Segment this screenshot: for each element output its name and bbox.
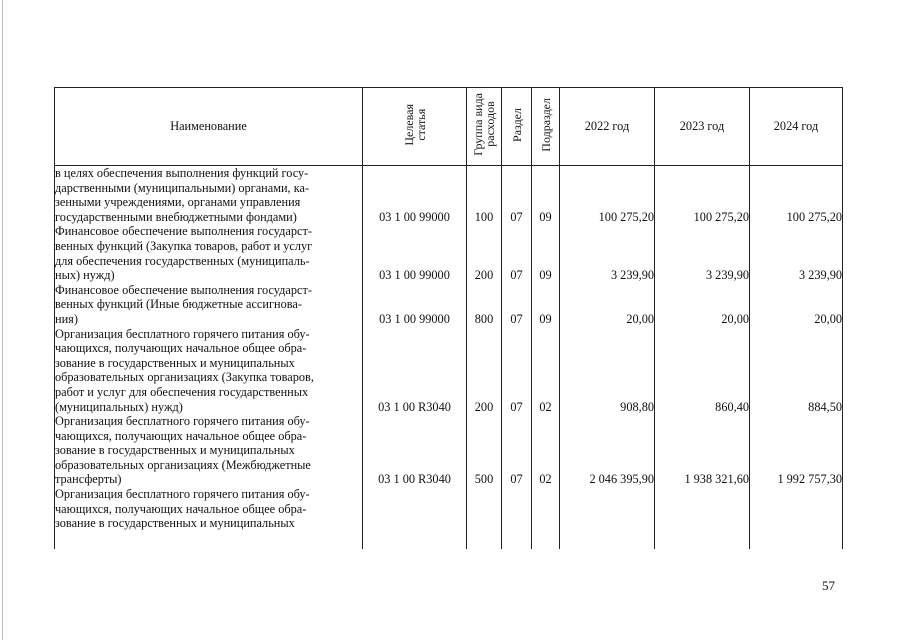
row-value-2023: 1 938 321,60: [655, 414, 750, 487]
budget-table: [54, 87, 843, 549]
header-name: Наименование: [55, 88, 363, 166]
row-value-2022: 2 046 395,90: [560, 414, 655, 487]
row-subsection: 09: [532, 283, 560, 327]
table-row: [55, 283, 843, 327]
row-section: 07: [502, 414, 532, 487]
row-value-2022: 20,00: [560, 283, 655, 327]
row-expense-group: 500: [467, 414, 502, 487]
header-2023: 2023 год: [655, 88, 750, 166]
header-target-article: Целевая статья: [363, 88, 467, 166]
row-value-2023: 860,40: [655, 327, 750, 415]
row-target-article: 03 1 00 99000: [363, 224, 467, 282]
row-value-2023: 20,00: [655, 283, 750, 327]
row-value-2022: [560, 487, 655, 549]
page-number: 57: [822, 578, 835, 593]
table-row: [55, 414, 843, 487]
row-value-2022: 908,80: [560, 327, 655, 415]
row-value-2023: 3 239,90: [655, 224, 750, 282]
header-subsection: Подраздел: [532, 88, 560, 166]
table-row: [55, 327, 843, 415]
table-row: [55, 166, 843, 225]
row-name: Финансовое обеспечение выполнения государст- венных функций (Закупка товаров, работ и услуг для обеспечения государственных (муниципаль- ных) нужд): [55, 224, 363, 282]
row-section: 07: [502, 224, 532, 282]
row-target-article: 03 1 00 99000: [363, 283, 467, 327]
row-value-2023: [655, 487, 750, 549]
row-subsection: 02: [532, 414, 560, 487]
row-value-2024: 3 239,90: [750, 224, 843, 282]
row-subsection: 09: [532, 224, 560, 282]
row-section: [502, 487, 532, 549]
row-value-2024: 100 275,20: [750, 166, 843, 225]
row-target-article: 03 1 00 99000: [363, 166, 467, 225]
row-subsection: 02: [532, 327, 560, 415]
row-value-2022: 100 275,20: [560, 166, 655, 225]
row-value-2024: [750, 487, 843, 549]
page-left-edge: [2, 0, 3, 640]
row-target-article: [363, 487, 467, 549]
row-expense-group: 100: [467, 166, 502, 225]
row-value-2022: 3 239,90: [560, 224, 655, 282]
header-2022: 2022 год: [560, 88, 655, 166]
row-target-article: 03 1 00 R3040: [363, 414, 467, 487]
row-subsection: [532, 487, 560, 549]
row-value-2024: 884,50: [750, 327, 843, 415]
row-section: 07: [502, 166, 532, 225]
row-name: Финансовое обеспечение выполнения государст- венных функций (Иные бюджетные ассигнова- ния): [55, 283, 363, 327]
row-target-article: 03 1 00 R3040: [363, 327, 467, 415]
row-value-2024: 1 992 757,30: [750, 414, 843, 487]
row-section: 07: [502, 283, 532, 327]
row-expense-group: 200: [467, 327, 502, 415]
row-name: Организация бесплатного горячего питания обу- чающихся, получающих начальное общее обра- зование в государственных и муниципальных образовательных организациях (Закупка товаров, работ и услуг для обеспечения государственных (муниципальных) нужд): [55, 327, 363, 415]
row-name: Организация бесплатного горячего питания обу- чающихся, получающих начальное общее обра- зование в государственных и муниципальных: [55, 487, 363, 549]
header-expense-group: Группа вида расходов: [467, 88, 502, 166]
table-row: [55, 487, 843, 549]
table-row: [55, 224, 843, 282]
header-2024: 2024 год: [750, 88, 843, 166]
row-name: Организация бесплатного горячего питания обу- чающихся, получающих начальное общее обра- зование в государственных и муниципальных образовательных организациях (Межбюджетные трансферты): [55, 414, 363, 487]
row-value-2024: 20,00: [750, 283, 843, 327]
row-value-2023: 100 275,20: [655, 166, 750, 225]
row-subsection: 09: [532, 166, 560, 225]
table-header-row: [55, 88, 843, 166]
row-expense-group: 800: [467, 283, 502, 327]
row-expense-group: 200: [467, 224, 502, 282]
row-name: в целях обеспечения выполнения функций госу- дарственными (муниципальными) органами, ка- зенными учреждениями, органами управления государственными внебюджетными фондами): [55, 166, 363, 225]
row-expense-group: [467, 487, 502, 549]
row-section: 07: [502, 327, 532, 415]
header-section: Раздел: [502, 88, 532, 166]
